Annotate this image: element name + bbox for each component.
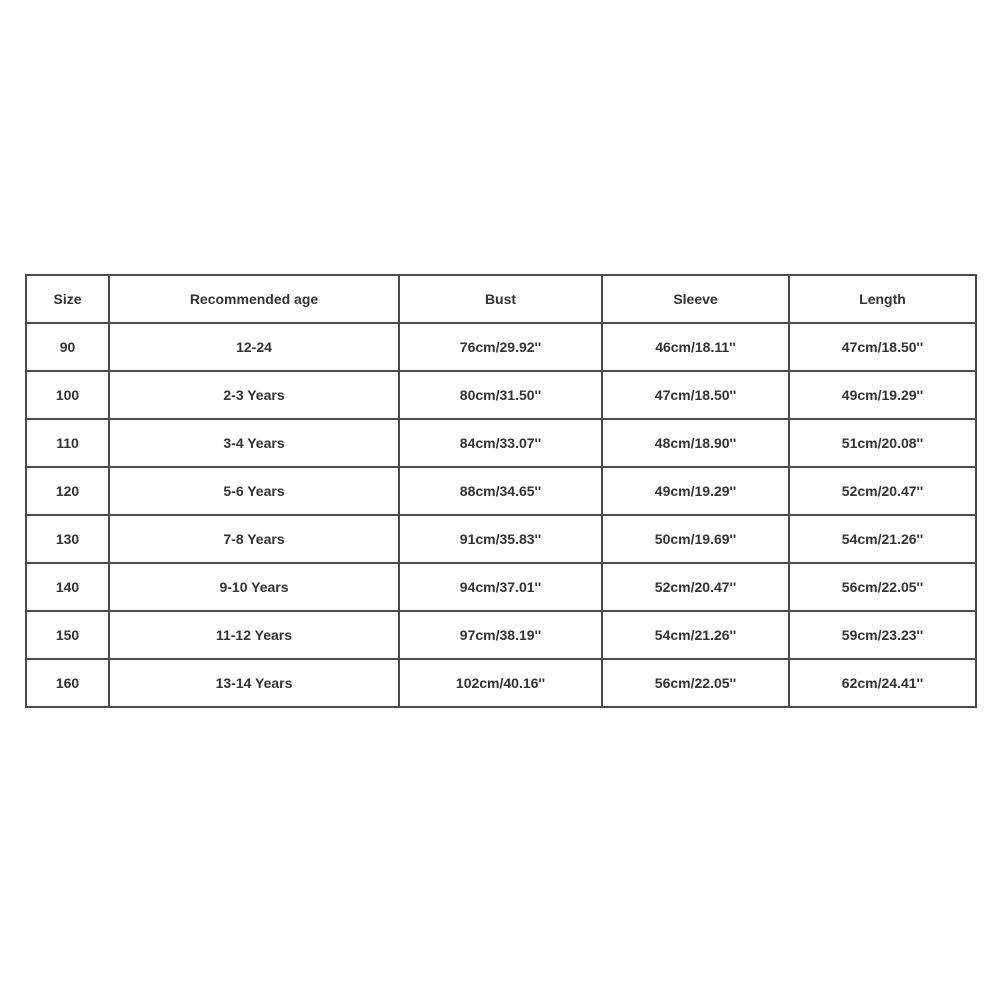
header-length: Length — [789, 275, 976, 323]
cell-sleeve: 46cm/18.11'' — [602, 323, 789, 371]
cell-sleeve: 54cm/21.26'' — [602, 611, 789, 659]
cell-recommended-age: 13-14 Years — [109, 659, 399, 707]
cell-bust: 84cm/33.07'' — [399, 419, 602, 467]
table-row — [26, 419, 976, 467]
header-recommended-age: Recommended age — [109, 275, 399, 323]
cell-sleeve: 49cm/19.29'' — [602, 467, 789, 515]
cell-sleeve: 52cm/20.47'' — [602, 563, 789, 611]
cell-recommended-age: 12-24 — [109, 323, 399, 371]
cell-bust: 91cm/35.83'' — [399, 515, 602, 563]
cell-length: 54cm/21.26'' — [789, 515, 976, 563]
header-size: Size — [26, 275, 109, 323]
cell-recommended-age: 5-6 Years — [109, 467, 399, 515]
cell-length: 52cm/20.47'' — [789, 467, 976, 515]
cell-length: 51cm/20.08'' — [789, 419, 976, 467]
cell-size: 130 — [26, 515, 109, 563]
table-row — [26, 371, 976, 419]
table-body — [26, 323, 976, 707]
header-row — [26, 275, 976, 323]
cell-size: 90 — [26, 323, 109, 371]
cell-length: 59cm/23.23'' — [789, 611, 976, 659]
table-header — [26, 275, 976, 323]
cell-bust: 80cm/31.50'' — [399, 371, 602, 419]
cell-recommended-age: 3-4 Years — [109, 419, 399, 467]
cell-size: 110 — [26, 419, 109, 467]
cell-bust: 76cm/29.92'' — [399, 323, 602, 371]
size-chart-table — [25, 274, 977, 708]
cell-length: 62cm/24.41'' — [789, 659, 976, 707]
cell-size: 160 — [26, 659, 109, 707]
cell-bust: 97cm/38.19'' — [399, 611, 602, 659]
cell-recommended-age: 7-8 Years — [109, 515, 399, 563]
cell-recommended-age: 11-12 Years — [109, 611, 399, 659]
cell-length: 49cm/19.29'' — [789, 371, 976, 419]
cell-sleeve: 56cm/22.05'' — [602, 659, 789, 707]
cell-sleeve: 50cm/19.69'' — [602, 515, 789, 563]
header-bust: Bust — [399, 275, 602, 323]
table-row — [26, 467, 976, 515]
table-row — [26, 659, 976, 707]
cell-length: 47cm/18.50'' — [789, 323, 976, 371]
cell-size: 120 — [26, 467, 109, 515]
cell-bust: 102cm/40.16'' — [399, 659, 602, 707]
cell-sleeve: 47cm/18.50'' — [602, 371, 789, 419]
cell-bust: 94cm/37.01'' — [399, 563, 602, 611]
cell-bust: 88cm/34.65'' — [399, 467, 602, 515]
table-row — [26, 563, 976, 611]
cell-size: 140 — [26, 563, 109, 611]
cell-size: 100 — [26, 371, 109, 419]
cell-recommended-age: 2-3 Years — [109, 371, 399, 419]
table-row — [26, 515, 976, 563]
table-row — [26, 323, 976, 371]
cell-size: 150 — [26, 611, 109, 659]
table-row — [26, 611, 976, 659]
cell-sleeve: 48cm/18.90'' — [602, 419, 789, 467]
header-sleeve: Sleeve — [602, 275, 789, 323]
cell-length: 56cm/22.05'' — [789, 563, 976, 611]
cell-recommended-age: 9-10 Years — [109, 563, 399, 611]
